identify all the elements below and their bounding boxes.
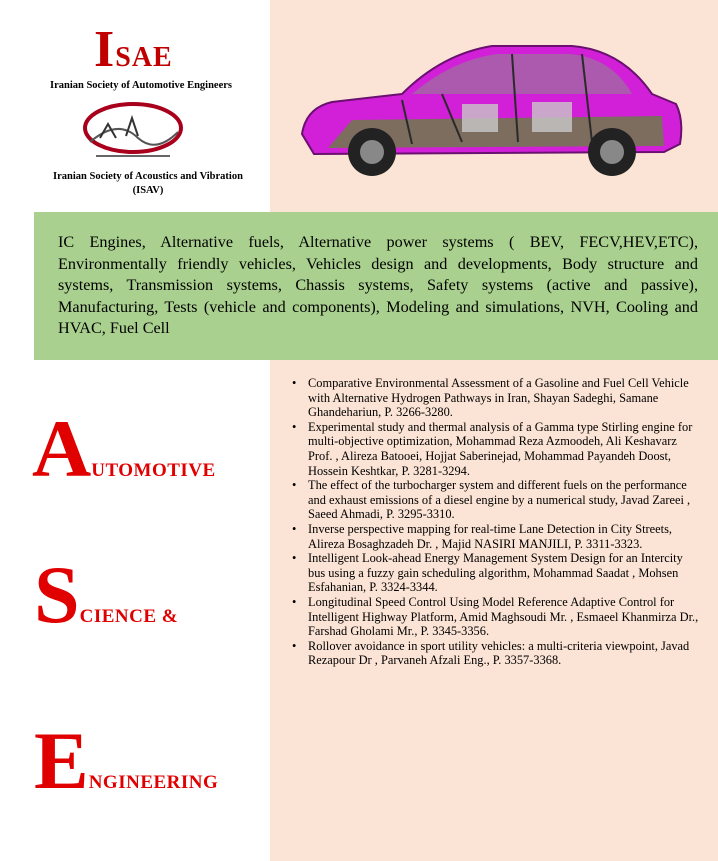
title-engineering: ENGINEERING: [34, 715, 219, 806]
list-item: • Longitudinal Speed Control Using Model Reference Adaptive Control for Intelligent Highway Platform, Amid Maghsoudi Mr. , Esmaeel Khanmirza Dr., Farshad Gholami Mr., P. 3345-3356.: [288, 595, 700, 639]
list-item: • Rollover avoidance in sport utility vehicles: a multi-criteria viewpoint, Javad Rezapour Dr , Parvaneh Afzali Eng., P. 3357-3368.: [288, 639, 700, 668]
car-illustration-icon: [292, 24, 688, 188]
title-science: SCIENCE &: [34, 549, 179, 640]
isae-name: Iranian Society of Automotive Engineers: [50, 80, 232, 91]
list-item: • Intelligent Look-ahead Energy Management System Design for an Intercity bus using a fuzzy gain scheduling algorithm, Mohammad Saadat , Mohsen Esfahanian, P. 3324-3344.: [288, 551, 700, 595]
isav-name: Iranian Society of Acoustics and Vibration (ISAV): [53, 171, 243, 196]
article-list: [288, 376, 700, 668]
list-item: • Inverse perspective mapping for real-time Lane Detection in City Streets, Alireza Bosaghzadeh Dr. , Majid NASIRI MANJILI, P. 3311-3323.: [288, 522, 700, 551]
topics-band: IC Engines, Alternative fuels, Alternative power systems ( BEV, FECV,HEV,ETC), Environmentally friendly vehicles, Vehicles design and developments, Body structure and systems, Transmission systems, Chassis systems, Safety systems (active and passive), Manufacturing, Tests (vehicle and components), Modeling and simulations, NVH, Cooling and HVAC, Fuel Cell: [34, 212, 718, 360]
isav-logo-icon: [78, 98, 188, 162]
list-item: • Comparative Environmental Assessment of a Gasoline and Fuel Cell Vehicle with Alternative Hydrogen Pathways in Iran, Shayan Sadeghi, Samane Ghandehariun, P. 3266-3280.: [288, 376, 700, 420]
list-item: • The effect of the turbocharger system and different fuels on the performance and exhaust emissions of a diesel engine by a numerical study, Javad Zareei , Saeed Ahmadi, P. 3295-3310.: [288, 478, 700, 522]
title-automotive: AUTOMOTIVE: [32, 403, 216, 494]
isae-logo: ISAE: [94, 21, 173, 78]
list-item: • Experimental study and thermal analysis of a Gamma type Stirling engine for multi-objective optimization, Mohammad Reza Azmoodeh, Ali Keshavarz Prof. , Alireza Batooei, Hojjat Saberinejad, Mohammad Payandeh Doost, Hossein Keshtkar, P. 3281-3294.: [288, 420, 700, 478]
